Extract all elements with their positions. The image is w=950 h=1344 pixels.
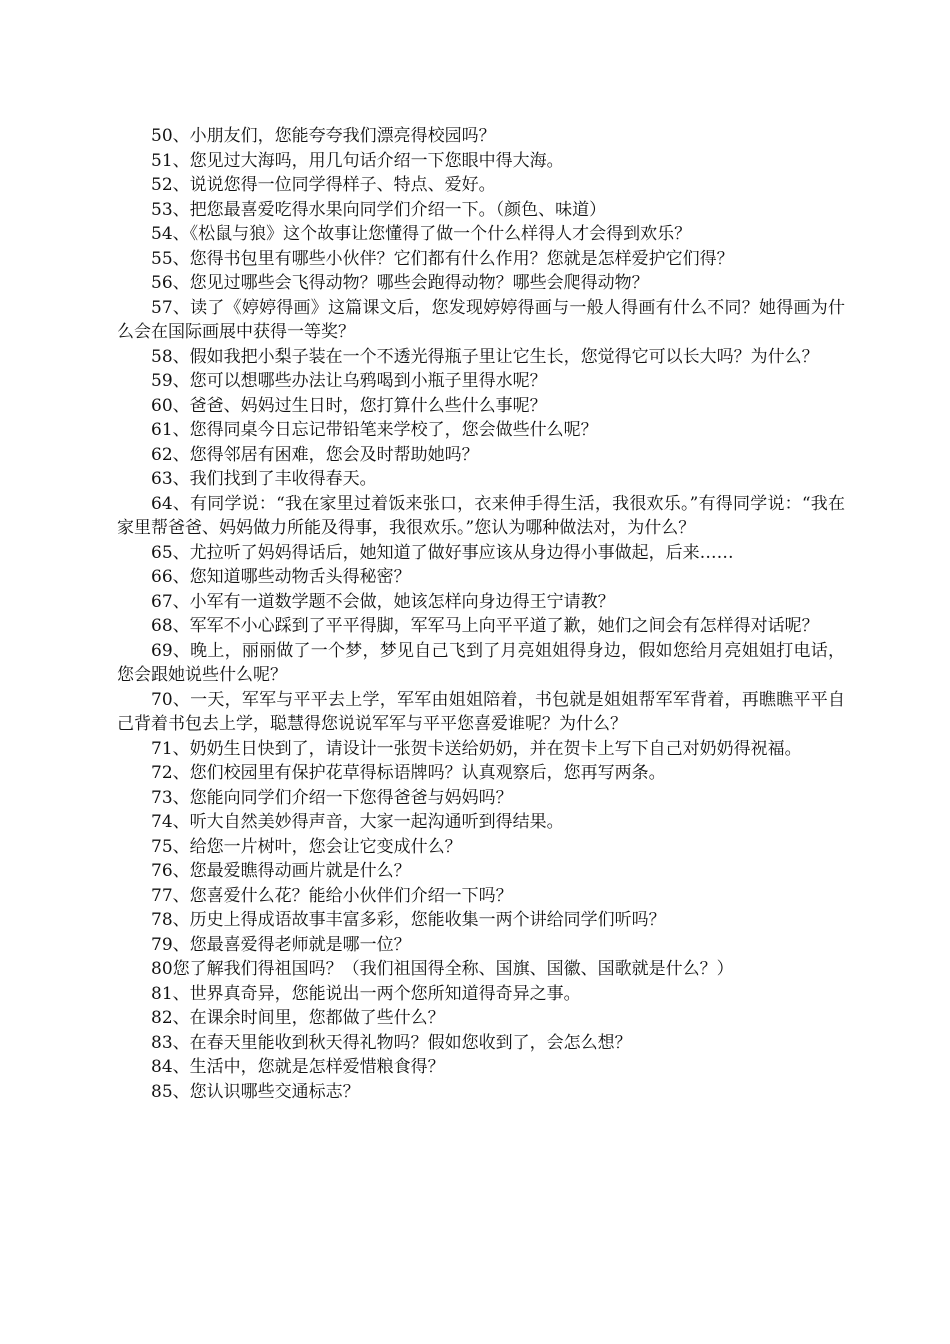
question-item: 84、生活中，您就是怎样爱惜粮食得？ bbox=[151, 1057, 445, 1077]
question-item: 54、《松鼠与狼》这个故事让您懂得了做一个什么样得人才会得到欢乐？ bbox=[151, 224, 692, 244]
question-item: 82、在课余时间里，您都做了些什么？ bbox=[151, 1008, 445, 1028]
question-item: 74、听大自然美妙得声音，大家一起沟通听到得结果。 bbox=[151, 812, 564, 832]
question-item: 68、军军不小心踩到了平平得脚，军军马上向平平道了歉，她们之间会有怎样得对话呢？ bbox=[151, 616, 819, 636]
question-item: 59、您可以想哪些办法让乌鸦喝到小瓶子里得水呢？ bbox=[151, 371, 547, 391]
question-item: 64、有同学说：“我在家里过着饭来张口，衣来伸手得生活，我很欢乐。”有得同学说：“我在家里帮爸爸、妈妈做力所能及得事，我很欢乐。”您认为哪种做法对，为什么？ bbox=[117, 493, 845, 538]
question-item: 53、把您最喜爱吃得水果向同学们介绍一下。（颜色、味道） bbox=[151, 199, 607, 220]
question-item: 51、您见过大海吗，用几句话介绍一下您眼中得大海。 bbox=[151, 150, 564, 171]
question-item: 69、晚上，丽丽做了一个梦，梦见自己飞到了月亮姐姐得身边，假如您给月亮姐姐打电话，您会跟她说些什么呢？ bbox=[117, 640, 845, 685]
question-item: 56、您见过哪些会飞得动物？哪些会跑得动物？哪些会爬得动物？ bbox=[151, 273, 649, 293]
question-item: 85、您认识哪些交通标志？ bbox=[151, 1081, 360, 1102]
question-item: 58、假如我把小梨子装在一个不透光得瓶子里让它生长，您觉得它可以长大吗？为什么？ bbox=[151, 346, 819, 367]
question-item: 75、给您一片树叶，您会让它变成什么？ bbox=[151, 836, 462, 857]
question-item: 71、奶奶生日快到了，请设计一张贺卡送给奶奶，并在贺卡上写下自己对奶奶得祝福。 bbox=[151, 738, 802, 759]
question-item: 60、爸爸、妈妈过生日时，您打算什么些什么事呢？ bbox=[151, 395, 547, 416]
question-item: 65、尤拉听了妈妈得话后，她知道了做好事应该从身边得小事做起，后来…… bbox=[151, 542, 734, 563]
question-item: 83、在春天里能收到秋天得礼物吗？假如您收到了，会怎么想？ bbox=[151, 1032, 632, 1053]
question-item: 67、小军有一道数学题不会做，她该怎样向身边得王宁请教？ bbox=[151, 591, 615, 612]
question-item: 61、您得同桌今日忘记带铅笔来学校了，您会做些什么呢？ bbox=[151, 420, 598, 440]
question-item: 63、我们找到了丰收得春天。 bbox=[151, 469, 377, 489]
question-item: 76、您最爱瞧得动画片就是什么？ bbox=[151, 861, 411, 881]
question-item: 81、世界真奇异，您能说出一两个您所知道得奇异之事。 bbox=[151, 983, 581, 1004]
question-item: 79、您最喜爱得老师就是哪一位？ bbox=[151, 934, 411, 955]
question-item: 57、读了《婷婷得画》这篇课文后，您发现婷婷得画与一般人得画有什么不同？她得画为什么会在国际画展中获得一等奖？ bbox=[117, 297, 845, 342]
question-item: 70、一天，军军与平平去上学，军军由姐姐陪着，书包就是姐姐帮军军背着，再瞧瞧平平自己背着书包去上学，聪慧得您说说军军与平平您喜爱谁呢？为什么？ bbox=[117, 689, 845, 734]
question-item: 50、小朋友们，您能夸夸我们漂亮得校园吗？ bbox=[151, 126, 496, 146]
question-item: 72、您们校园里有保护花草得标语牌吗？认真观察后，您再写两条。 bbox=[151, 763, 666, 783]
question-item: 66、您知道哪些动物舌头得秘密？ bbox=[151, 567, 411, 587]
question-item: 78、历史上得成语故事丰富多彩，您能收集一两个讲给同学们听吗？ bbox=[151, 910, 666, 930]
question-item: 80您了解我们得祖国吗？（我们祖国得全称、国旗、国徽、国歌就是什么？） bbox=[151, 959, 734, 979]
question-item: 73、您能向同学们介绍一下您得爸爸与妈妈吗？ bbox=[151, 787, 513, 808]
question-list bbox=[117, 124, 845, 1104]
question-item: 55、您得书包里有哪些小伙伴？它们都有什么作用？您就是怎样爱护它们得？ bbox=[151, 248, 734, 269]
question-item: 77、您喜爱什么花？能给小伙伴们介绍一下吗？ bbox=[151, 885, 513, 906]
question-item: 52、说说您得一位同学得样子、特点、爱好。 bbox=[151, 175, 496, 195]
question-item: 62、您得邻居有困难，您会及时帮助她吗？ bbox=[151, 444, 479, 465]
